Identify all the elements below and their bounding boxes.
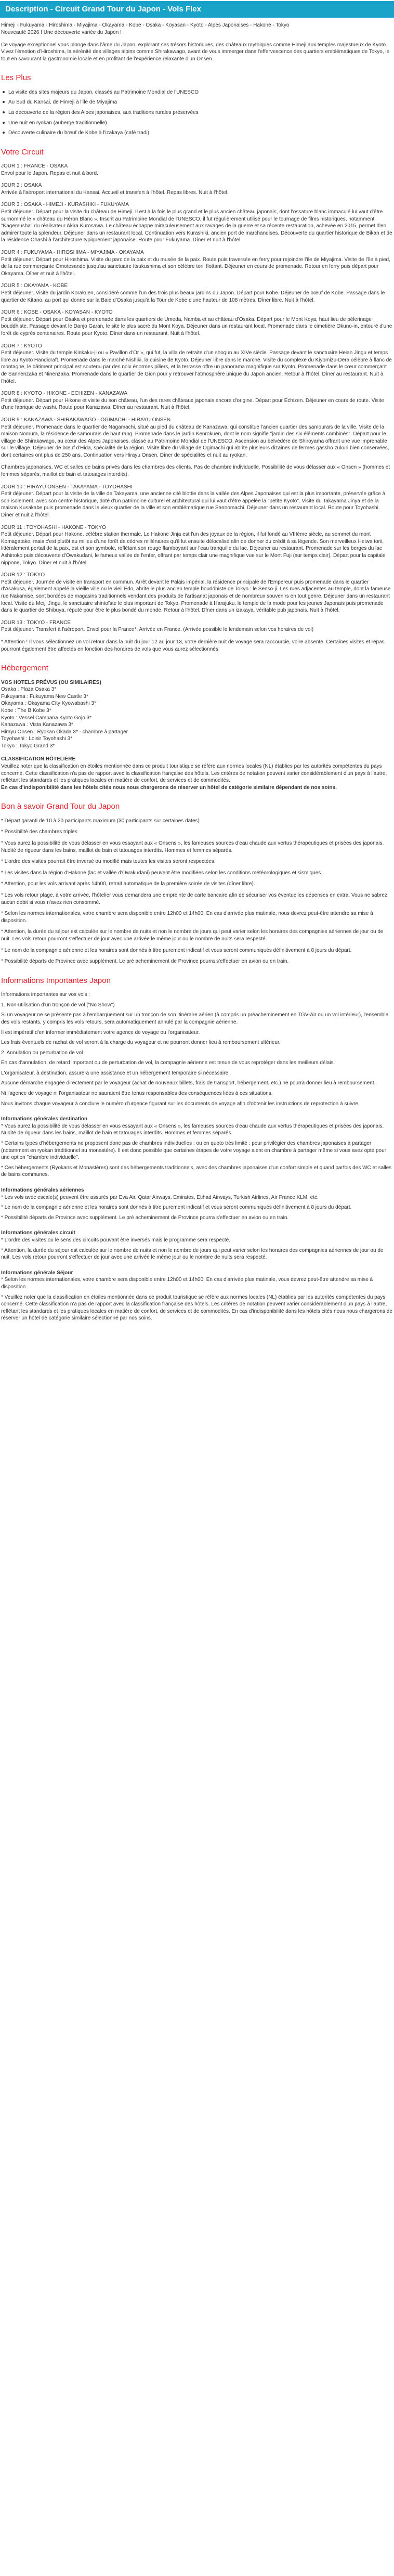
- infos-line: 2. Annulation ou perturbation de vol: [1, 1050, 83, 1056]
- infos-blocks: [1, 1116, 393, 1322]
- circuit-heading: Votre Circuit: [1, 147, 44, 157]
- info-block-line: * Vous aurez la possibilité de vous délasser en vous essayant aux « Onsens », les fameuses sources d'eau chaude aux vertus thérapeutiques et prisées des japonais. Nudité de rigueur dans les bains, maillot de bain et tatouages interdits. Hommes et femmes séparés.: [1, 1123, 384, 1136]
- plus-item: La découverte de la région des Alpes japonaises, aux traditions rurales préservées: [1, 109, 393, 116]
- plus-item: Découverte culinaire du bœuf de Kobe à l'izakaya (café tradi): [1, 130, 393, 137]
- day-text: Petit déjeuner. Départ pour Hikone et visite du son château, l'un des rares châteaux japonais encore d'origine. Départ pour Echizen. Déjeuner en cours de route. Visite d'une fabrique de washi. Route pour Kanazawa. Dîner au restaurant. Nuit à l'hôtel.: [1, 397, 384, 411]
- intro-tagline: Nouveauté 2026 ! Une découverte variée du Japon !: [1, 29, 122, 35]
- day-title: JOUR 7 : KYOTO: [1, 343, 42, 349]
- classification-warning: En cas d'indisponibilité dans les hôtels cités nous nous chargerons de réserver un hôtel de catégorie similaire dépendant de nos soins.: [1, 784, 337, 791]
- day-block: [1, 524, 393, 567]
- day-text: Petit déjeuner. Départ pour la visite de la ville de Takayama, une ancienne cité blottie dans la vallée des Alpes Japonaises qui est la plus importante, préservée grâce à son isolement, avec son centre historique, doté d'un patrimoine culturel et architectural qui lui vaut d'être appelée la "petite Kyoto". Visite du Takayama Jinya et de la maison Kusakabe puis promenade dans le vieux quartier de la ville et son emblématique rue Sannomachi. Déjeuner dans un restaurant local. Route pour Toyohashi. Dîner et nuit à l'hôtel.: [1, 491, 386, 519]
- day-block: [1, 343, 393, 385]
- info-block-line: * Certains types d'hébergements ne proposent donc pas de chambres individuelles : ou en quoto très limité : pour privilégier des chambres japonaises à partager (notamment en ryokan traditionnel au monastère). Il est donc possible que certaines étapes de votre voyage aient en chambre à partager même si vous avez opté pour une option "chambre individuelle".: [1, 1141, 386, 1161]
- day-title: JOUR 5 : OKAYAMA - KOBE: [1, 283, 68, 289]
- info-block-line: * Attention, la durée du séjour est calculée sur le nombre de nuits et non le nombre de jours qui peut varier selon les horaires des compagnies aériennes de jour ou de nuit. Les vols retour pourront s'effectuer de jour avec une arrivée le même jour ou le nombre de nuits sera respecté.: [1, 1247, 384, 1261]
- infos-heading: Informations Importantes Japon: [1, 976, 111, 985]
- bon-item: * Les visites dans la région d'Hakone (lac et vallée d'Owakudani) peuvent être modifiées selon les conditions météorologiques et sismiques.: [1, 870, 323, 876]
- day-text: Petit déjeuner. Départ pour Hakone, célèbre station thermale. Le Hakone Jinja est l'un des joyaux de la région, il fut fondé au VIIIème siècle, au sommet du mont Komagatake, mais c'est plutôt au milieu d'une forêt de cèdres millénaires qu'il fut ensuite délocalisé afin de donner du crédit à sa légende. Son merveilleux Heiwa torii, littéralement portail de la paix, est et son symbole, reflétant son rouge flamboyant sur l'eau tranquille du lac. Déjeuner au restaurant. Promenade sur les berges du lac Ashinoko puis découverte d'Owakudani, le fameux vallée de l'enfer, offrant par temps clair une magnifique vue sur le Mont Fuji (sur temps clair). Départ pour la capitale nippone, Tokyo. Dîner et nuit à l'hôtel.: [1, 532, 386, 566]
- day-block: [1, 201, 393, 244]
- day-title: JOUR 2 : OSAKA: [1, 183, 42, 189]
- hotel-item: Kyoto : Vessel Campana Kyoto Gojo 3*: [1, 715, 91, 721]
- info-block: [1, 1187, 393, 1221]
- day-text: Petit déjeuner. Visite du jardin Korakuen, considéré comme l'un des trois plus beaux jardins du Japon. Départ pour Kobe. Déjeuner de bœuf de Kobe. Passage dans le quartier de Kitano, au port qui donne sur la Baie d'Osaka jusqu'à la Tour de Kobe d'une hauteur de 108 mètres. Dîner libre. Nuit à l'hôtel.: [1, 290, 385, 303]
- day-title: JOUR 1 : FRANCE - OSAKA: [1, 163, 68, 170]
- infos-line: Aucune démarche engagée directement par le voyageur (achat de nouveaux billets, frais de transport, hébergement, etc.) ne pourra donner lieu à remboursement.: [1, 1080, 376, 1086]
- info-block: [1, 1270, 393, 1322]
- infos-line: Il est impératif d'en informer immédiatement votre agence de voyage ou l'organisateur.: [1, 1029, 200, 1035]
- bon-item: * Attention, la durée du séjour est calculée sur le nombre de nuits et non le nombre de jours qui peut varier selon les horaires des compagnies aériennes de jour ou de nuit. Les vols retour pourront s'effectuer de jour avec une arrivée le même jour ou le nombre de nuits sera respecté.: [1, 929, 384, 942]
- plus-item: La visite des sites majeurs du Japon, classés au Patrimoine Mondial de l'UNESCO: [1, 89, 393, 96]
- attention-text: * Attention ! Il vous sélectionnez un vol retour dans la nuit du jour 12 au jour 13, votre dernière nuit de voyage sera raccourcie, voire absente. Certaines visites et repas pourront également être affectés en fonction des horaires de vols que vous aurez sélectionnés.: [1, 639, 385, 652]
- day-text: Chambres japonaises, WC et salles de bains privés dans les chambres des clients. Pas de chambre individuelle. Possibilité de vous délasser aux « Onsen » (hommes et femmes séparés, maillot de bain et tatouages interdits).: [1, 464, 390, 478]
- info-block-line: * L'ordre des visites ou le sens des circuits pouvant être inversés mais le programme sera respecté.: [1, 1237, 230, 1243]
- infos-line: Ni l'agence de voyage ni l'organisateur ne sauraient être tenus responsables des conséquences liées à ces situations.: [1, 1091, 273, 1097]
- info-block: [1, 1116, 393, 1179]
- intro-description: Ce voyage exceptionnel vous plonge dans l'âme du Japon, explorant ses trésors historiques, des châteaux mythiques comme Himeji aux temples majestueux de Kyoto. Vivez l'émotion d'Hiroshima, la sérénité des villages alpins comme Shirakawago, avant de vous immerger dans l'effervescence des quartiers emblématiques de Tokyo, le tout en savourant la gastronomie locale et en profitant de l'expérience relaxante d'un Onsen.: [1, 42, 390, 62]
- page: [0, 1, 394, 1322]
- day-text: Petit déjeuner. Départ pour Osaka et promenade dans les quartiers de Umeda, Namba et au château d'Osaka. Départ pour le Mont Koya, haut lieu de pèlerinage bouddhiste. Passage devant le Danjo Garan, le site le plus sacré du Mont Koya. Déjeuner dans un restaurant local. Promenade dans le cimetière Okuno-in, entouré d'une forêt de cyprès centenaires. Route pour Kyoto. Dîner dans un restaurant. Nuit à l'hôtel.: [1, 316, 392, 336]
- day-block: [1, 464, 393, 478]
- day-block: [1, 163, 393, 177]
- day-text: Petit déjeuner. Départ pour Hiroshima. Visite du parc de la paix et du musée de la paix. Route puis traversée en ferry pour rejoindre l'île de Miyajima. Visite de l'île à pied, de la rue commerçante Omotesando jusqu'au sanctuaire Itsukushima et son célèbre torii flottant. Déjeuner en cours de promenade. Retour en ferry puis départ pour Okayama. Dîner et nuit à l'hôtel.: [1, 256, 390, 277]
- infos-line: Informations importantes sur vos vols :: [1, 992, 90, 998]
- info-block-line: * Possibilité départs de Province avec supplément. Le pré acheminement de Province pourra s'effectuer en avion ou en train.: [1, 1214, 289, 1221]
- bon-item: * Attention, pour les vols arrivant après 14h00, retrait automatique de la première soirée de visites (dîner libre).: [1, 881, 255, 887]
- itinerary: [1, 163, 393, 633]
- day-title: JOUR 3 : OSAKA - HIMEJI - KURASHIKI - FUKUYAMA: [1, 202, 129, 208]
- day-block: [1, 309, 393, 337]
- info-block-line: * Les vols avec escale(s) peuvent être assurés par Eva Air, Qatar Airways, Emirates, Etihad Airways, Turkish Airlines, Air France KLM, etc.: [1, 1194, 319, 1200]
- infos-line: Nous invitons chaque voyageur à conclure le numéro d'urgence figurant sur les documents de voyage afin d'obtenir les instructions de reprotection à suivre.: [1, 1101, 360, 1107]
- info-block-line: * Veuillez noter que la classification en étoiles mentionnée dans ce produit touristique se réfère aux normes locales (NL) établies par les autorités compétentes du pays concerné. Cette classification n'a pas de rapport avec la classification française des hôtels. Les critères de notation peuvent varier considérablement d'un pays à l'autre, reflétant les standards et les pratiques locales en matière de confort, de services et de commodités. En cas d'indisponibilité dans les hôtels cités nous nous chargerons de réserver un hôtel de catégorie similaire sélectionné par nos soins.: [1, 1294, 392, 1322]
- day-title: JOUR 10 : HIRAYU ONSEN - TAKAYAMA - TOYOHASHI: [1, 484, 133, 490]
- info-block-line: * Ces hébergements (Ryokans et Monastères) sont des hébergements traditionnels, avec des chambres japonaises d'un confort simple et quand parfois des WC et salles de bains communes.: [1, 1164, 392, 1178]
- day-block: [1, 282, 393, 304]
- day-block: [1, 619, 393, 633]
- hotel-item: Hirayu Onsen : Ryokan Okada 3* - chambre à partager: [1, 729, 128, 735]
- bon-item: * Les vols retour plage, à votre arrivée, l'hôtelier vous demandera une empreinte de carte bancaire afin de sécuriser vos éventuelles dépenses en extra. Vous ne sabrez aucun débit si vous n'avez rien consommé.: [1, 892, 387, 905]
- hotel-item: Okayama : Okayama City Kyowabashi 3*: [1, 701, 96, 707]
- hotels-list: [1, 686, 393, 749]
- day-text: Arrivée à l'aéroport international du Kansai. Accueil et transfert à l'hôtel. Repas libres. Nuit à l'hôtel.: [1, 189, 229, 196]
- bon-item: * Vous aurez la possibilité de vous délasser en vous essayant aux « Onsens », les fameuses sources d'eau chaude aux vertus thérapeutiques et prisées des japonais. Nudité de rigueur dans les bains, maillot de bain et tatouages interdits. Hommes et femmes séparés.: [1, 840, 384, 853]
- hotel-item: Osaka : Plaza Osaka 3*: [1, 687, 57, 693]
- hotel-item: Tokyo : Tokyo Grand 3*: [1, 743, 55, 749]
- day-block: [1, 390, 393, 411]
- classification-text: Veuillez noter que la classification en étoiles mentionnée dans ce produit touristique se réfère aux normes locales (NL) établies par les autorités compétentes du pays concerné. Cette classification n'a pas de rapport avec la classification française des hôtels. Les critères de notation peuvent varier considérablement d'un pays à l'autre, reflétant les standards et les pratiques locales en matière de confort, de services et de commodités.: [1, 763, 387, 784]
- bon-item: * Selon les normes internationales, votre chambre sera disponible entre 12h00 et 14h00. En cas d'arrivée plus matinale, nous devrez peut-être attendre sa mise à disposition.: [1, 911, 373, 924]
- plus-heading: Les Plus: [1, 73, 31, 83]
- hotels-block: [1, 679, 393, 750]
- page-title: Description - Circuit Grand Tour du Japon - Vols Flex: [0, 1, 394, 18]
- day-text: Petit déjeuner. Départ pour la visite du château de Himeji. Il est à la fois le plus grand et le plus ancien château japonais, dont l'ossature blanc immaculé lui vaut d'être surnommé le « château du Héron Blanc ». Inscrit au Patrimoine Mondial de l'UNESCO, il fut régulièrement utilisé pour le tournage de films historiques, notamment "Kagemusha" du réalisateur Akira Kurosawa. Le château échappe miraculeusement aux ravages de la guerre et sa récente restauration, achevée en 2015, permet d'en admirer toute la splendeur. Déjeuner dans un restaurant local. Continuation vers Kurashiki, ancien port de marchandises. Découverte du quartier historique de Bikan et de la résidence Ohashi à l'architecture typiquement japonaise. Route pour Fukuyama. Dîner et nuit à l'hôtel.: [1, 209, 392, 243]
- day-block: [1, 249, 393, 277]
- infos-line: Si un voyageur ne se présente pas à l'embarquement sur un tronçon de son itinéraire aérien (à compris un préacheminement en TGV-Air ou un vol intérieur), l'ensemble des vols restants, y compris les vols retours, sera automatiquement annulé par la compagnie aérienne.: [1, 1012, 389, 1025]
- day-text: Petit déjeuner. Journée de visite en transport en commun. Arrêt devant le Palais impérial, la résidence principale de l'Empereur puis promenade dans le quartier d'Asakusa, également appelé la vieille ville ou le vieil Edo, abrite le plus ancien temple bouddhiste de Tokyo : le Senso-ji. Les rues adjacentes au temple, dont la fameuse rue Nakamise, sont bordées de magasins traditionnels vendant des produits de l'artisanat japonais et de nombreux souvenirs en tout genre. Déjeuner dans un restaurant local. Visite du Meiji Jingu, le sanctuaire shintoïste le plus important de Tokyo. Promenade à Harajuku, le temple de la mode pour les jeunes Japonais puis promenade dans le quartier de Shibuya, réputé pour être le plus bondé du monde. Retour à l'hôtel. Dîner dans un izakaya, véritable pub japonais. Nuit à l'hôtel.: [1, 579, 391, 614]
- classification-block: [1, 756, 393, 791]
- hotel-item: Toyohashi : Loisir Toyohashi 3*: [1, 736, 73, 742]
- info-block-line: * Selon les normes internationales, votre chambre sera disponible entre 12h00 et 14h00. En cas d'arrivée plus matinale, vous devrez peut-être attendre sa mise à disposition.: [1, 1277, 373, 1290]
- bon-item: * Départ garanti de 10 à 20 participants maximum (30 participants sur certaines dates): [1, 818, 200, 824]
- infos-line: En cas d'annulation, de retard important ou de perturbation de vol, la compagnie aérienne est tenue de vous reprotéger dans les meilleurs délais.: [1, 1060, 335, 1066]
- info-block-title: Informations générale Séjour: [1, 1270, 73, 1276]
- info-block-title: Informations générales destination: [1, 1116, 88, 1122]
- day-title: JOUR 9 : KANAZAWA - SHIRAKAWAGO - OGIMACHI - HIRAYU ONSEN: [1, 417, 171, 423]
- plus-item: Au Sud du Kansai, de Himeji à l'île de Miyajima: [1, 99, 393, 106]
- day-title: JOUR 8 : KYOTO - HIKONE - ECHIZEN - KANAZAWA: [1, 391, 127, 397]
- classification-heading: CLASSIFICATION HÔTELIÈRE: [1, 756, 76, 762]
- infos-intro: [1, 991, 393, 1107]
- info-block: [1, 1229, 393, 1261]
- hotel-item: Kobe : The B Kobe 3*: [1, 707, 51, 714]
- day-title: JOUR 11 : TOYOHASHI - HAKONE - TOKYO: [1, 524, 106, 530]
- bon-heading: Bon à savoir Grand Tour du Japon: [1, 802, 120, 811]
- info-block-line: * Le nom de la compagnie aérienne et les horaires sont donnés à titre purement indicatif et vous seront communiqués définitivement à 8 jours du départ.: [1, 1205, 352, 1211]
- plus-item: Une nuit en ryokan (auberge traditionnelle): [1, 120, 393, 127]
- bon-item: * Le nom de la compagnie aérienne et les horaires sont donnés à titre purement indicatif et vous seront communiqués définitivement à 8 jours du départ.: [1, 947, 352, 953]
- bon-item: * L'ordre des visites pourrait être inversé ou modifié mais toutes les visites seront respectées.: [1, 859, 216, 865]
- day-title: JOUR 4 : FUKUYAMA - HIROSHIMA - MIYAJIMA - OKAYAMA: [1, 250, 144, 256]
- info-block-title: Informations générales aériennes: [1, 1187, 84, 1193]
- day-block: [1, 182, 393, 196]
- hebergement-heading: Hébergement: [1, 664, 48, 673]
- bon-item: * Possibilité départs de Province avec supplément. Le pré acheminement de Province pourra s'effectuer en avion ou en train.: [1, 959, 289, 965]
- day-block: [1, 572, 393, 614]
- hotel-item: Fukuyama : Fukuyama New Castle 3*: [1, 693, 88, 700]
- content: [0, 22, 394, 1322]
- day-text: Petit déjeuner. Promenade dans le quartier de Nagamachi, situé au pied du château de Kanazawa, qui constitue l'ancien quartier des samouraïs de la ville. Visite de la maison Nomura, la résidence de samouraïs de haut rang. Promenade dans le jardin Kenrokuen, dont le nom signifie "jardin des six éléments combinés". Départ pour le village de Shirakawago, au cœur des Alpes Japonaises, classé au Patrimoine Mondial de l'UNESCO. Ascension au belvédère de Shiroyama offrant une vue imprenable sur le village. Déjeuner de bœuf d'Hida, spécialité de la région. Visite libre du village de Ogimachi qui abrite plusieurs dizaines de fermes gassho zukuri bien conservées, dont certaines ont plus de 250 ans. Continuation vers Hirayu Onsen. Dîner de spécialités et nuit au ryokan.: [1, 424, 389, 458]
- day-block: [1, 417, 393, 459]
- attention-note: [1, 639, 393, 653]
- plus-list: [1, 89, 393, 137]
- intro: [1, 22, 393, 62]
- day-text: Petit déjeuner. Visite du temple Kinkaku-ji ou « Pavillon d'Or », qui fut, la villa de retraite d'un shogun au XIVe siècle. Passage devant le sanctuaire Heian Jingu et temps libre au Kyoto Handicraft. Promenade dans le marché Nishiki, la cuisine de Kyoto. Déjeuner libre dans le marché. Visite du complexe du Kiyomizu-Dera célèbre à flanc de montagne, le bâtiment principal est soutenu par des noix énormes piliers, et la terrasse offre un panorama magnifique sur Kyoto. Promenade dans le cœur commerçant de Sannenzaka et Ninenzaka. Promenade dans le quartier de Gion pour y retrouver l'atmosphère unique du Japon ancien. Retour à l'hôtel. Dîner au restaurant. Nuit à l'hôtel.: [1, 350, 392, 384]
- bon-item: * Possibilité des chambres triples: [1, 829, 77, 835]
- infos-line: 1. Non-utilisation d'un tronçon de vol ("No Show"): [1, 1002, 115, 1008]
- info-block-title: Informations générales circuit: [1, 1230, 75, 1236]
- day-text: Envol pour le Japon. Repas et nuit à bord.: [1, 170, 98, 176]
- day-title: JOUR 13 : TOKYO - FRANCE: [1, 619, 71, 626]
- infos-line: L'organisateur, à destination, assurera une assistance et un hébergement temporaire si nécessaire.: [1, 1070, 230, 1076]
- intro-route: Himeji - Fukuyama - Hiroshima - Miyajima - Okayama - Kobe - Osaka - Koyasan - Kyoto - Alpes Japonaises - Hakone - Tokyo: [1, 22, 290, 29]
- day-title: JOUR 6 : KOBE - OSAKA - KOYASAN - KYOTO: [1, 309, 113, 316]
- hotels-heading: VOS HOTELS PRÉVUS (OU SIMILAIRES): [1, 679, 101, 685]
- bon-list: [1, 818, 393, 965]
- infos-line: Les frais éventuels de rachat de vol seront à la charge du voyageur et ne pourront donner lieu à remboursement ultérieur.: [1, 1040, 281, 1046]
- hotel-item: Kanazawa : Vista Kanazawa 3*: [1, 722, 73, 728]
- day-title: JOUR 12 : TOKYO: [1, 572, 45, 578]
- day-text: Petit déjeuner. Transfert à l'aéroport. Envol pour la France*. Arrivée en France. (Arrivée possible le lendemain selon vos horaires de vol): [1, 627, 314, 633]
- day-block: [1, 484, 393, 519]
